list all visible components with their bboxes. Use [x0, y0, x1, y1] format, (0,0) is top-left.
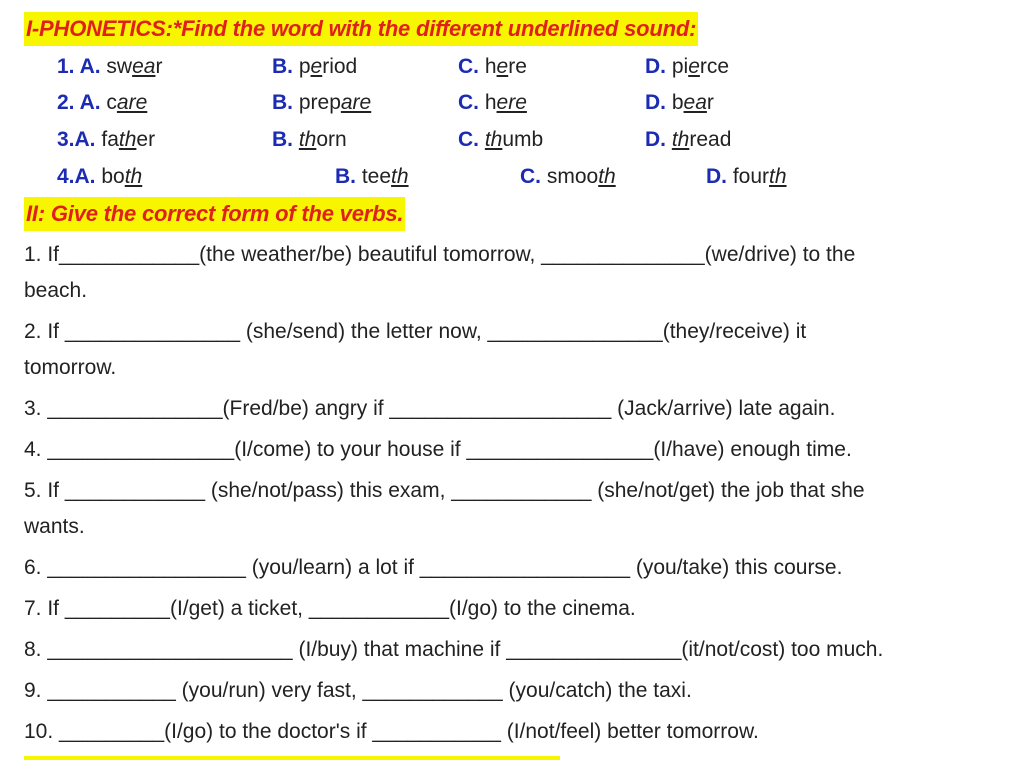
- exercise-line: 8. _____________________ (I/buy) that machine if _______________(it/not/cost) too much.: [24, 638, 884, 661]
- option-cell: B. thorn: [272, 128, 347, 151]
- option-cell: C. thumb: [458, 128, 544, 151]
- option-cell: 4.A. both: [57, 165, 143, 188]
- option-cell: D. bear: [645, 91, 714, 114]
- exercise-line: 1. If____________(the weather/be) beautiful tomorrow, ______________(we/drive) to the: [24, 243, 856, 266]
- section-2-heading: II: Give the correct form of the verbs.: [24, 197, 405, 231]
- section-1-heading: I-PHONETICS:*Find the word with the different underlined sound:: [24, 12, 698, 46]
- option-cell: B. period: [272, 55, 358, 78]
- exercise-line: 2. If _______________ (she/send) the letter now, _______________(they/receive) it: [24, 320, 807, 343]
- exercise-line: tomorrow.: [24, 356, 117, 379]
- exercise-line: 3. _______________(Fred/be) angry if ___________________ (Jack/arrive) late again.: [24, 397, 836, 420]
- option-cell: D. fourth: [706, 165, 787, 188]
- exercise-line: 7. If _________(I/get) a ticket, ____________(I/go) to the cinema.: [24, 597, 636, 620]
- exercise-line: 10. _________(I/go) to the doctor's if ___________ (I/not/feel) better tomorrow.: [24, 720, 759, 743]
- option-cell: 2. A. care: [57, 91, 148, 114]
- option-cell: 1. A. swear: [57, 55, 163, 78]
- option-cell: C. here: [458, 55, 527, 78]
- exercise-line: wants.: [24, 515, 85, 538]
- option-cell: C. smooth: [520, 165, 616, 188]
- exercise-line: 5. If ____________ (she/not/pass) this exam, ____________ (she/not/get) the job that she: [24, 479, 865, 502]
- exercise-line: 9. ___________ (you/run) very fast, ____________ (you/catch) the taxi.: [24, 679, 692, 702]
- exercise-line: 4. ________________(I/come) to your house if ________________(I/have) enough time.: [24, 438, 852, 461]
- exercise-line: beach.: [24, 279, 88, 302]
- option-cell: D. pierce: [645, 55, 730, 78]
- option-cell: C. here: [458, 91, 527, 114]
- option-cell: 3.A. father: [57, 128, 156, 151]
- option-cell: B. teeth: [335, 165, 409, 188]
- option-cell: B. prepare: [272, 91, 372, 114]
- exercise-line: 6. _________________ (you/learn) a lot if __________________ (you/take) this course.: [24, 556, 843, 579]
- option-cell: D. thread: [645, 128, 732, 151]
- highlight-strip: [24, 756, 560, 760]
